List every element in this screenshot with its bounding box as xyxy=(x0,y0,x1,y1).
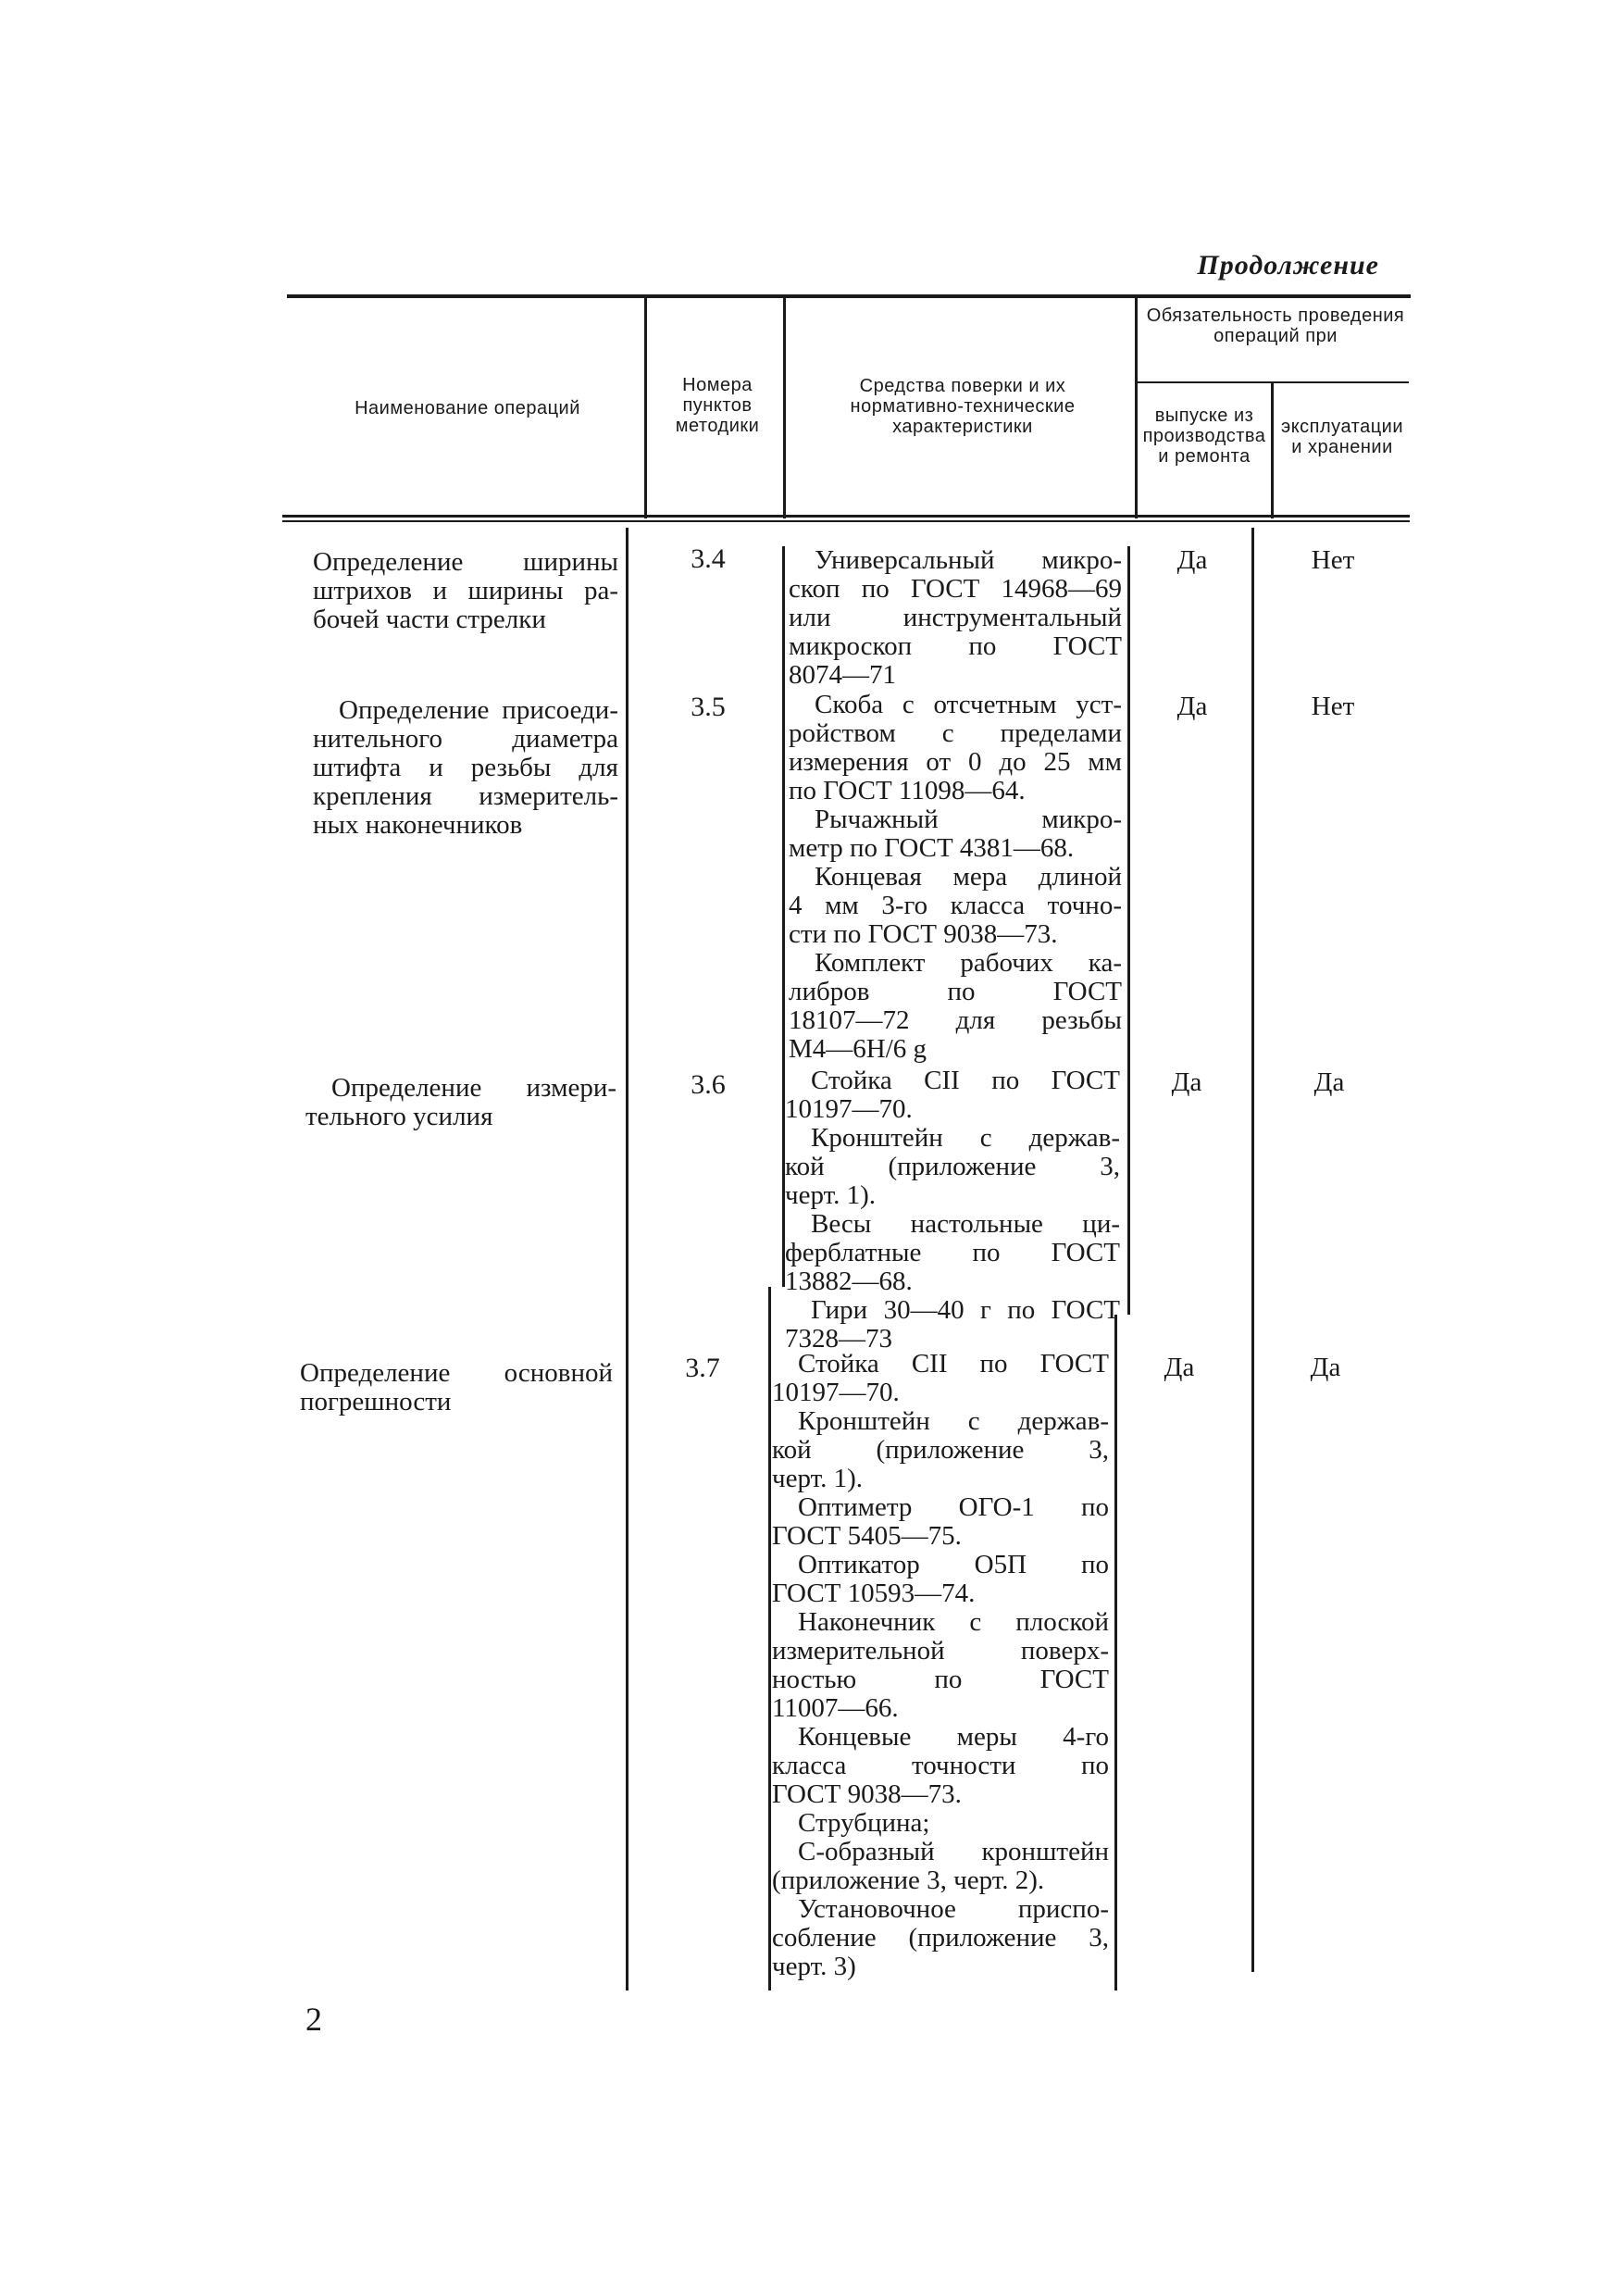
means-line: сти по ГОСТ 9038—73. xyxy=(789,919,1058,949)
body-vline-3a xyxy=(1127,546,1130,1315)
means-line: (приложение 3, черт. 2). xyxy=(772,1866,1045,1895)
header-bottom-rule-2 xyxy=(282,520,1410,522)
means-item xyxy=(789,863,1122,949)
means-line: 7328—73 xyxy=(785,1324,892,1354)
verification-means-2 xyxy=(789,691,1122,1064)
means-item xyxy=(772,1838,1109,1895)
operation-name-line: ных наконечников xyxy=(313,810,523,840)
operation-name-line: нительного диаметра xyxy=(313,724,618,754)
operation-value-1: Нет xyxy=(1311,545,1355,575)
operation-name-line: погрешности xyxy=(300,1387,452,1416)
item-number-3: 3.6 xyxy=(691,1069,726,1100)
means-line: либров по ГОСТ xyxy=(789,977,1122,1006)
body-vline-2b xyxy=(768,1287,771,1990)
means-line: метр по ГОСТ 4381—68. xyxy=(789,833,1075,863)
means-line: Гири 30—40 г по ГОСТ xyxy=(811,1295,1120,1325)
means-line: Оптикатор О5П по xyxy=(798,1550,1109,1579)
release-value-1: Да xyxy=(1176,545,1208,575)
verification-means-4 xyxy=(772,1350,1109,1981)
operation-name-line: Определение основной xyxy=(300,1358,613,1388)
means-line: скоп по ГОСТ 14968—69 xyxy=(789,574,1122,604)
operation-name-line: Определение присоеди- xyxy=(339,695,618,725)
means-item xyxy=(772,1723,1109,1809)
table-top-rule xyxy=(287,294,1411,298)
means-item xyxy=(785,1124,1120,1210)
body-vline-4 xyxy=(1251,528,1254,1972)
means-line: Комплект рабочих ка- xyxy=(815,948,1122,978)
means-line: кой (приложение 3, xyxy=(785,1152,1120,1181)
operation-name-line: тельного усилия xyxy=(305,1102,493,1131)
means-line: 10197—70. xyxy=(785,1094,913,1124)
means-item xyxy=(772,1493,1109,1551)
means-line: 4 мм 3-го класса точно- xyxy=(789,891,1122,920)
header-vline-2 xyxy=(783,296,786,518)
operation-value-2: Нет xyxy=(1311,692,1355,721)
means-item xyxy=(785,1296,1120,1354)
header-vline-1 xyxy=(644,296,647,518)
means-line: 11007—66. xyxy=(772,1693,899,1723)
means-line: измерения от 0 до 25 мм xyxy=(789,747,1122,777)
continued-label: Продолжение xyxy=(1197,250,1379,281)
means-line: Кронштейн с держав- xyxy=(811,1123,1120,1153)
means-line: черт. 1). xyxy=(772,1464,863,1493)
means-line: Наконечник с плоской xyxy=(798,1607,1109,1637)
means-line: Струбцина; xyxy=(798,1808,930,1838)
means-line: Оптиметр ОГО-1 по xyxy=(798,1492,1109,1522)
operation-name-3 xyxy=(305,1074,616,1131)
operation-name-2 xyxy=(313,696,618,840)
means-line: Концевая мера длиной xyxy=(815,862,1122,892)
means-item xyxy=(789,805,1122,863)
header-vline-4 xyxy=(1271,383,1274,518)
body-vline-1 xyxy=(626,528,629,1990)
item-number-4: 3.7 xyxy=(685,1353,720,1383)
header-verification-means: Средства поверки и их нормативно-технические характеристики xyxy=(850,376,1076,437)
means-item xyxy=(772,1407,1109,1493)
means-line: 8074—71 xyxy=(789,660,896,690)
operation-name-line: бочей части стрелки xyxy=(313,605,546,634)
operation-name-4 xyxy=(300,1359,613,1416)
operation-name-line: крепления измеритель- xyxy=(313,781,618,811)
operation-value-3: Да xyxy=(1313,1067,1345,1097)
means-line: собление (приложение 3, xyxy=(772,1923,1109,1953)
means-line: С-образный кронштейн xyxy=(798,1837,1109,1866)
operation-name-line: Определение измери- xyxy=(331,1073,616,1103)
means-line: микроскоп по ГОСТ xyxy=(789,631,1122,661)
header-release: выпуске из производства и ремонта xyxy=(1142,406,1266,467)
means-line: Универсальный микро- xyxy=(815,545,1122,575)
means-line: Скоба с отсчетным уст- xyxy=(815,690,1122,719)
operation-name-line: штифта и резьбы для xyxy=(313,753,618,782)
means-line: Кронштейн с держав- xyxy=(798,1406,1109,1436)
body-vline-3b xyxy=(1114,1315,1117,1990)
means-line: измерительной поверх- xyxy=(772,1636,1109,1666)
means-line: кой (приложение 3, xyxy=(772,1435,1109,1465)
release-value-3: Да xyxy=(1171,1067,1202,1097)
means-line: или инструментальный xyxy=(789,603,1122,632)
means-item xyxy=(772,1551,1109,1608)
header-bottom-rule xyxy=(282,515,1410,518)
means-line: ностью по ГОСТ xyxy=(772,1665,1109,1694)
means-item xyxy=(772,1350,1109,1407)
item-number-2: 3.5 xyxy=(691,692,726,722)
operation-name-line: штрихов и ширины ра- xyxy=(313,576,618,605)
means-line: Рычажный микро- xyxy=(815,805,1122,834)
means-item xyxy=(772,1895,1109,1981)
means-item xyxy=(789,546,1122,690)
release-value-4: Да xyxy=(1164,1353,1195,1382)
means-line: 18107—72 для резьбы xyxy=(789,1005,1122,1035)
page-number: 2 xyxy=(305,2001,322,2038)
item-number-1: 3.4 xyxy=(691,543,726,574)
operation-value-4: Да xyxy=(1310,1353,1341,1382)
means-item xyxy=(772,1608,1109,1723)
means-item xyxy=(772,1809,1109,1838)
operation-name-line: Определение ширины xyxy=(313,547,618,577)
means-line: Весы настольные ци- xyxy=(811,1209,1120,1239)
means-line: класса точности по xyxy=(772,1751,1109,1780)
header-item-numbers: Номера пунктов методики xyxy=(675,375,760,436)
means-line: Концевые меры 4-го xyxy=(798,1722,1109,1752)
means-item xyxy=(785,1067,1120,1124)
means-line: Стойка СII по ГОСТ xyxy=(798,1349,1109,1379)
means-line: ГОСТ 9038—73. xyxy=(772,1779,962,1809)
means-line: ройством с пределами xyxy=(789,718,1122,748)
verification-means-1 xyxy=(789,546,1122,690)
means-line: Стойка СII по ГОСТ xyxy=(811,1066,1120,1095)
header-vline-3 xyxy=(1135,296,1138,518)
header-mandatory: Обязательность проведения операций при xyxy=(1146,306,1405,346)
means-line: 13882—68. xyxy=(785,1267,913,1296)
means-item xyxy=(789,949,1122,1064)
header-operations: Наименование операций xyxy=(355,398,580,418)
means-line: Установочное приспо- xyxy=(798,1894,1109,1924)
means-item xyxy=(789,691,1122,805)
header-operation-storage: эксплуатации и хранении xyxy=(1281,417,1403,457)
verification-means-3 xyxy=(785,1067,1120,1354)
means-line: черт. 1). xyxy=(785,1180,876,1210)
release-value-2: Да xyxy=(1176,692,1208,721)
means-item xyxy=(785,1210,1120,1296)
means-line: 10197—70. xyxy=(772,1378,900,1407)
means-line: черт. 3) xyxy=(772,1952,856,1981)
means-line: по ГОСТ 11098—64. xyxy=(789,776,1026,805)
means-line: М4—6Н/6 g xyxy=(789,1034,927,1064)
means-line: ферблатные по ГОСТ xyxy=(785,1238,1120,1267)
operation-name-1 xyxy=(313,548,618,634)
means-line: ГОСТ 5405—75. xyxy=(772,1521,962,1551)
means-line: ГОСТ 10593—74. xyxy=(772,1578,976,1608)
